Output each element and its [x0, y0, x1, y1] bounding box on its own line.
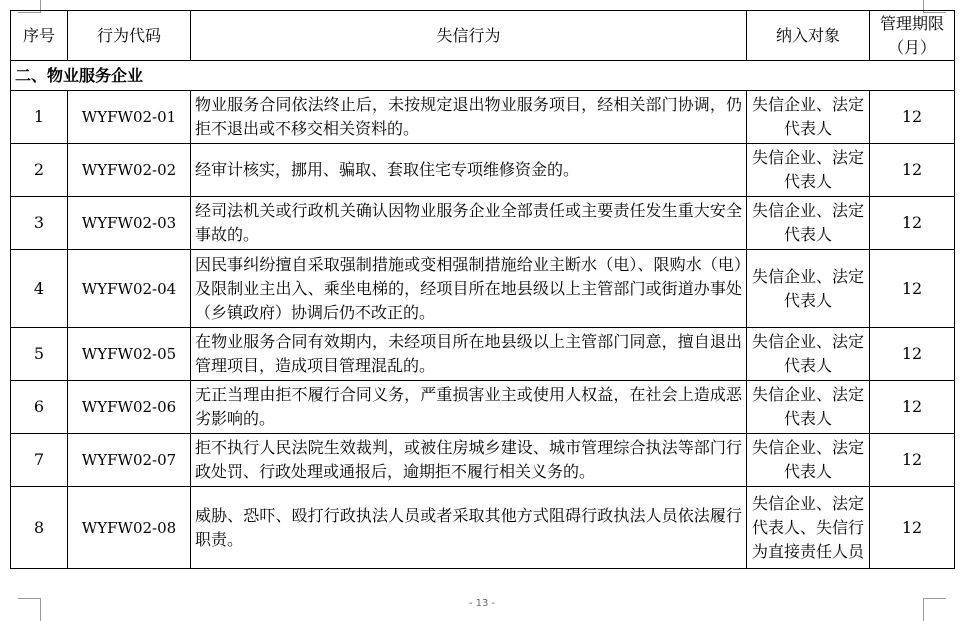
table-row — [11, 328, 955, 381]
section-row — [11, 61, 955, 91]
header-behavior: 失信行为 — [191, 11, 747, 61]
row-target: 失信企业、法定代表人 — [747, 250, 870, 328]
row-seq: 6 — [11, 381, 68, 434]
header-period: 管理期限（月） — [870, 11, 955, 61]
row-seq: 3 — [11, 197, 68, 250]
row-seq: 7 — [11, 434, 68, 487]
table-row — [11, 197, 955, 250]
row-code: WYFW02-07 — [68, 434, 191, 487]
row-period: 12 — [870, 434, 955, 487]
row-behavior: 拒不执行人民法院生效裁判，或被住房城乡建设、城市管理综合执法等部门行政处罚、行政处理或通报后，逾期拒不履行相关义务的。 — [191, 434, 747, 487]
page-number: - 13 - — [468, 598, 496, 609]
row-behavior: 无正当理由拒不履行合同义务，严重损害业主或使用人权益，在社会上造成恶劣影响的。 — [191, 381, 747, 434]
header-target: 纳入对象 — [747, 11, 870, 61]
table-row — [11, 91, 955, 144]
table-row — [11, 250, 955, 328]
row-target: 失信企业、法定代表人 — [747, 328, 870, 381]
row-target: 失信企业、法定代表人 — [747, 144, 870, 197]
row-period: 12 — [870, 250, 955, 328]
table-row — [11, 434, 955, 487]
row-behavior: 威胁、恐吓、殴打行政执法人员或者采取其他方式阻碍行政执法人员依法履行职责。 — [191, 487, 747, 569]
row-code: WYFW02-08 — [68, 487, 191, 569]
row-period: 12 — [870, 381, 955, 434]
row-target: 失信企业、法定代表人 — [747, 91, 870, 144]
row-code: WYFW02-05 — [68, 328, 191, 381]
row-behavior: 经审计核实，挪用、骗取、套取住宅专项维修资金的。 — [191, 144, 747, 197]
row-period: 12 — [870, 487, 955, 569]
row-behavior: 物业服务合同依法终止后，未按规定退出物业服务项目，经相关部门协调，仍拒不退出或不移交相关资料的。 — [191, 91, 747, 144]
row-behavior: 在物业服务合同有效期内，未经项目所在地县级以上主管部门同意，擅自退出管理项目，造成项目管理混乱的。 — [191, 328, 747, 381]
row-code: WYFW02-06 — [68, 381, 191, 434]
row-seq: 4 — [11, 250, 68, 328]
header-code: 行为代码 — [68, 11, 191, 61]
row-behavior: 经司法机关或行政机关确认因物业服务企业全部责任或主要责任发生重大安全事故的。 — [191, 197, 747, 250]
credit-behavior-table — [10, 10, 955, 569]
row-code: WYFW02-01 — [68, 91, 191, 144]
table-row — [11, 487, 955, 569]
row-code: WYFW02-02 — [68, 144, 191, 197]
row-period: 12 — [870, 144, 955, 197]
row-target: 失信企业、法定代表人 — [747, 434, 870, 487]
row-code: WYFW02-04 — [68, 250, 191, 328]
row-seq: 2 — [11, 144, 68, 197]
row-code: WYFW02-03 — [68, 197, 191, 250]
row-period: 12 — [870, 197, 955, 250]
row-target: 失信企业、法定代表人、失信行为直接责任人员 — [747, 487, 870, 569]
row-behavior: 因民事纠纷擅自采取强制措施或变相强制措施给业主断水（电）、限购水（电）及限制业主出入、乘坐电梯的，经项目所在地县级以上主管部门或街道办事处（乡镇政府）协调后仍不改正的。 — [191, 250, 747, 328]
row-period: 12 — [870, 91, 955, 144]
table-header-row — [11, 11, 955, 61]
section-title: 二、物业服务企业 — [11, 61, 955, 91]
row-target: 失信企业、法定代表人 — [747, 381, 870, 434]
row-seq: 5 — [11, 328, 68, 381]
row-seq: 8 — [11, 487, 68, 569]
table-row — [11, 381, 955, 434]
row-period: 12 — [870, 328, 955, 381]
row-target: 失信企业、法定代表人 — [747, 197, 870, 250]
header-seq: 序号 — [11, 11, 68, 61]
table-row — [11, 144, 955, 197]
row-seq: 1 — [11, 91, 68, 144]
